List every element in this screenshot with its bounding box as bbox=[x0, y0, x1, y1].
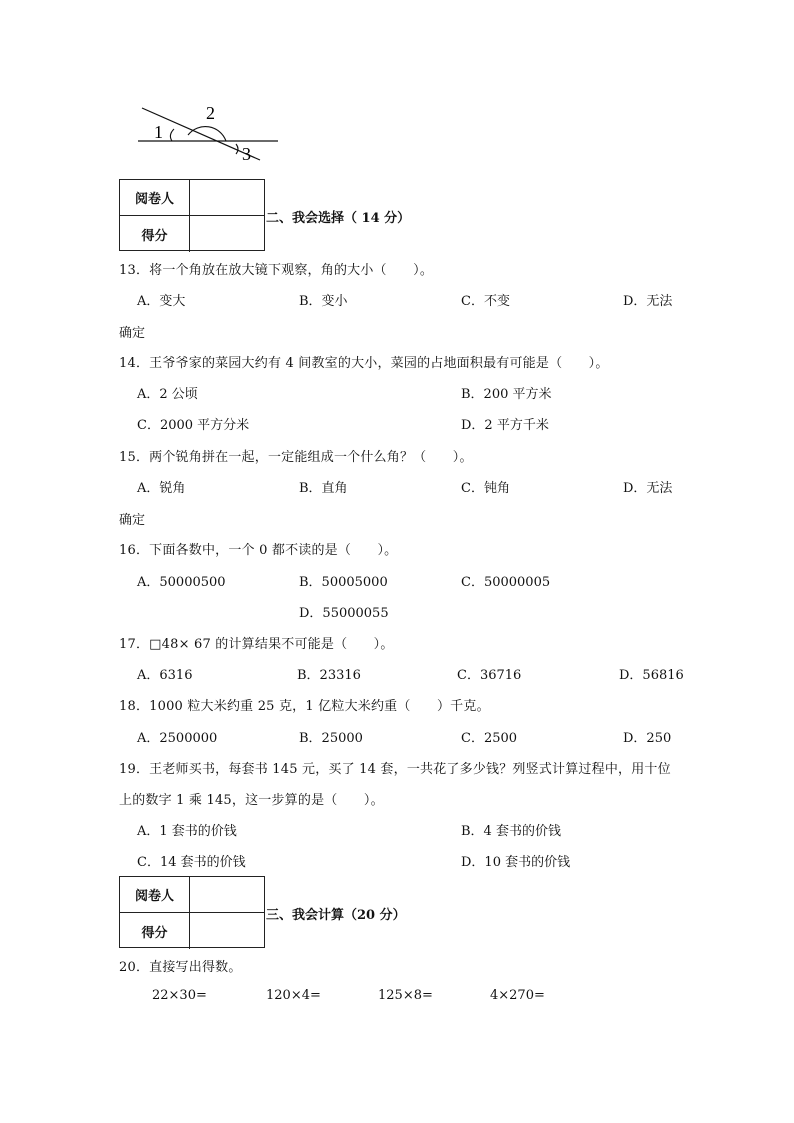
q15-option-d-continued: 确定 bbox=[119, 513, 146, 528]
score-box-row bbox=[120, 913, 264, 949]
score-box-row bbox=[120, 877, 264, 913]
q19-option-a[interactable]: A．1 套书的价钱 bbox=[137, 824, 237, 839]
score-box-row bbox=[120, 216, 264, 252]
q16-option-b[interactable]: B．50005000 bbox=[299, 575, 388, 590]
question-18: 18．1000 粒大米约重 25 克，1 亿粒大米约重（ ）千克。 bbox=[119, 699, 490, 714]
q18-option-c[interactable]: C．2500 bbox=[461, 731, 518, 746]
reviewer-label: 阅卷人 bbox=[120, 180, 190, 215]
angle-label-2: 2 bbox=[206, 103, 215, 123]
question-13: 13．将一个角放在放大镜下观察，角的大小（ ）。 bbox=[119, 263, 434, 278]
q20-item-3[interactable]: 125×8= bbox=[378, 988, 433, 1003]
q20-item-1[interactable]: 22×30= bbox=[152, 988, 207, 1003]
angle-label-3: 3 bbox=[242, 144, 251, 164]
question-20: 20．直接写出得数。 bbox=[119, 960, 242, 975]
q20-item-4[interactable]: 4×270= bbox=[490, 988, 545, 1003]
q18-option-a[interactable]: A．2500000 bbox=[137, 731, 218, 746]
reviewer-label: 阅卷人 bbox=[120, 877, 190, 912]
section-3-title: 三、我会计算（20 分） bbox=[266, 908, 406, 923]
q13-option-d[interactable]: D．无法 bbox=[623, 294, 673, 309]
q19-option-b[interactable]: B．4 套书的价钱 bbox=[461, 824, 561, 839]
q17-option-a[interactable]: A．6316 bbox=[137, 668, 193, 683]
q20-item-2[interactable]: 120×4= bbox=[266, 988, 321, 1003]
angle-label-1: 1 bbox=[154, 122, 163, 142]
question-16: 16．下面各数中，一个 0 都不读的是（ ）。 bbox=[119, 543, 398, 558]
q19-option-d[interactable]: D．10 套书的价钱 bbox=[461, 855, 571, 870]
q17-option-b[interactable]: B．23316 bbox=[297, 668, 361, 683]
score-label: 得分 bbox=[120, 216, 190, 252]
angle-figure bbox=[132, 100, 282, 174]
question-19-line-1: 19．王老师买书，每套书 145 元，买了 14 套，一共花了多少钱？列竖式计算过程中，用十位 bbox=[119, 762, 671, 777]
q14-option-a[interactable]: A．2 公顷 bbox=[137, 387, 198, 402]
section-2-title: 二、我会选择（ 14 分） bbox=[266, 211, 411, 226]
question-14: 14．王爷爷家的菜园大约有 4 间教室的大小，菜园的占地面积最有可能是（ ）。 bbox=[119, 356, 609, 371]
q13-option-a[interactable]: A．变大 bbox=[137, 294, 186, 309]
q15-option-a[interactable]: A．锐角 bbox=[137, 481, 186, 496]
score-box-section-2 bbox=[119, 179, 265, 251]
q19-option-c[interactable]: C．14 套书的价钱 bbox=[137, 855, 246, 870]
q16-option-a[interactable]: A．50000500 bbox=[137, 575, 226, 590]
score-cell[interactable] bbox=[190, 216, 264, 252]
angle-diagram bbox=[132, 100, 282, 170]
q18-option-d[interactable]: D．250 bbox=[623, 731, 672, 746]
q14-option-b[interactable]: B．200 平方米 bbox=[461, 387, 552, 402]
angle-2-arc bbox=[188, 127, 226, 141]
q15-option-c[interactable]: C．钝角 bbox=[461, 481, 510, 496]
score-label: 得分 bbox=[120, 913, 190, 949]
reviewer-cell[interactable] bbox=[190, 180, 264, 215]
q13-option-c[interactable]: C．不变 bbox=[461, 294, 510, 309]
q13-option-d-continued: 确定 bbox=[119, 326, 146, 341]
q15-option-d[interactable]: D．无法 bbox=[623, 481, 673, 496]
q15-option-b[interactable]: B．直角 bbox=[299, 481, 348, 496]
q17-option-d[interactable]: D．56816 bbox=[619, 668, 684, 683]
q16-option-d[interactable]: D．55000055 bbox=[299, 606, 389, 621]
q16-option-c[interactable]: C．50000005 bbox=[461, 575, 551, 590]
q14-option-c[interactable]: C．2000 平方分米 bbox=[137, 418, 250, 433]
reviewer-cell[interactable] bbox=[190, 877, 264, 912]
q13-option-b[interactable]: B．变小 bbox=[299, 294, 348, 309]
q17-option-c[interactable]: C．36716 bbox=[457, 668, 522, 683]
score-cell[interactable] bbox=[190, 913, 264, 949]
question-15: 15．两个锐角拼在一起，一定能组成一个什么角？（ ）。 bbox=[119, 450, 473, 465]
q18-option-b[interactable]: B．25000 bbox=[299, 731, 363, 746]
question-19-line-2: 上的数字 1 乘 145，这一步算的是（ ）。 bbox=[119, 793, 384, 808]
question-17: 17．□48× 67 的计算结果不可能是（ ）。 bbox=[119, 637, 394, 652]
score-box-row bbox=[120, 180, 264, 216]
score-box-section-3 bbox=[119, 876, 265, 948]
angle-1-arc bbox=[170, 129, 174, 141]
q14-option-d[interactable]: D．2 平方千米 bbox=[461, 418, 549, 433]
